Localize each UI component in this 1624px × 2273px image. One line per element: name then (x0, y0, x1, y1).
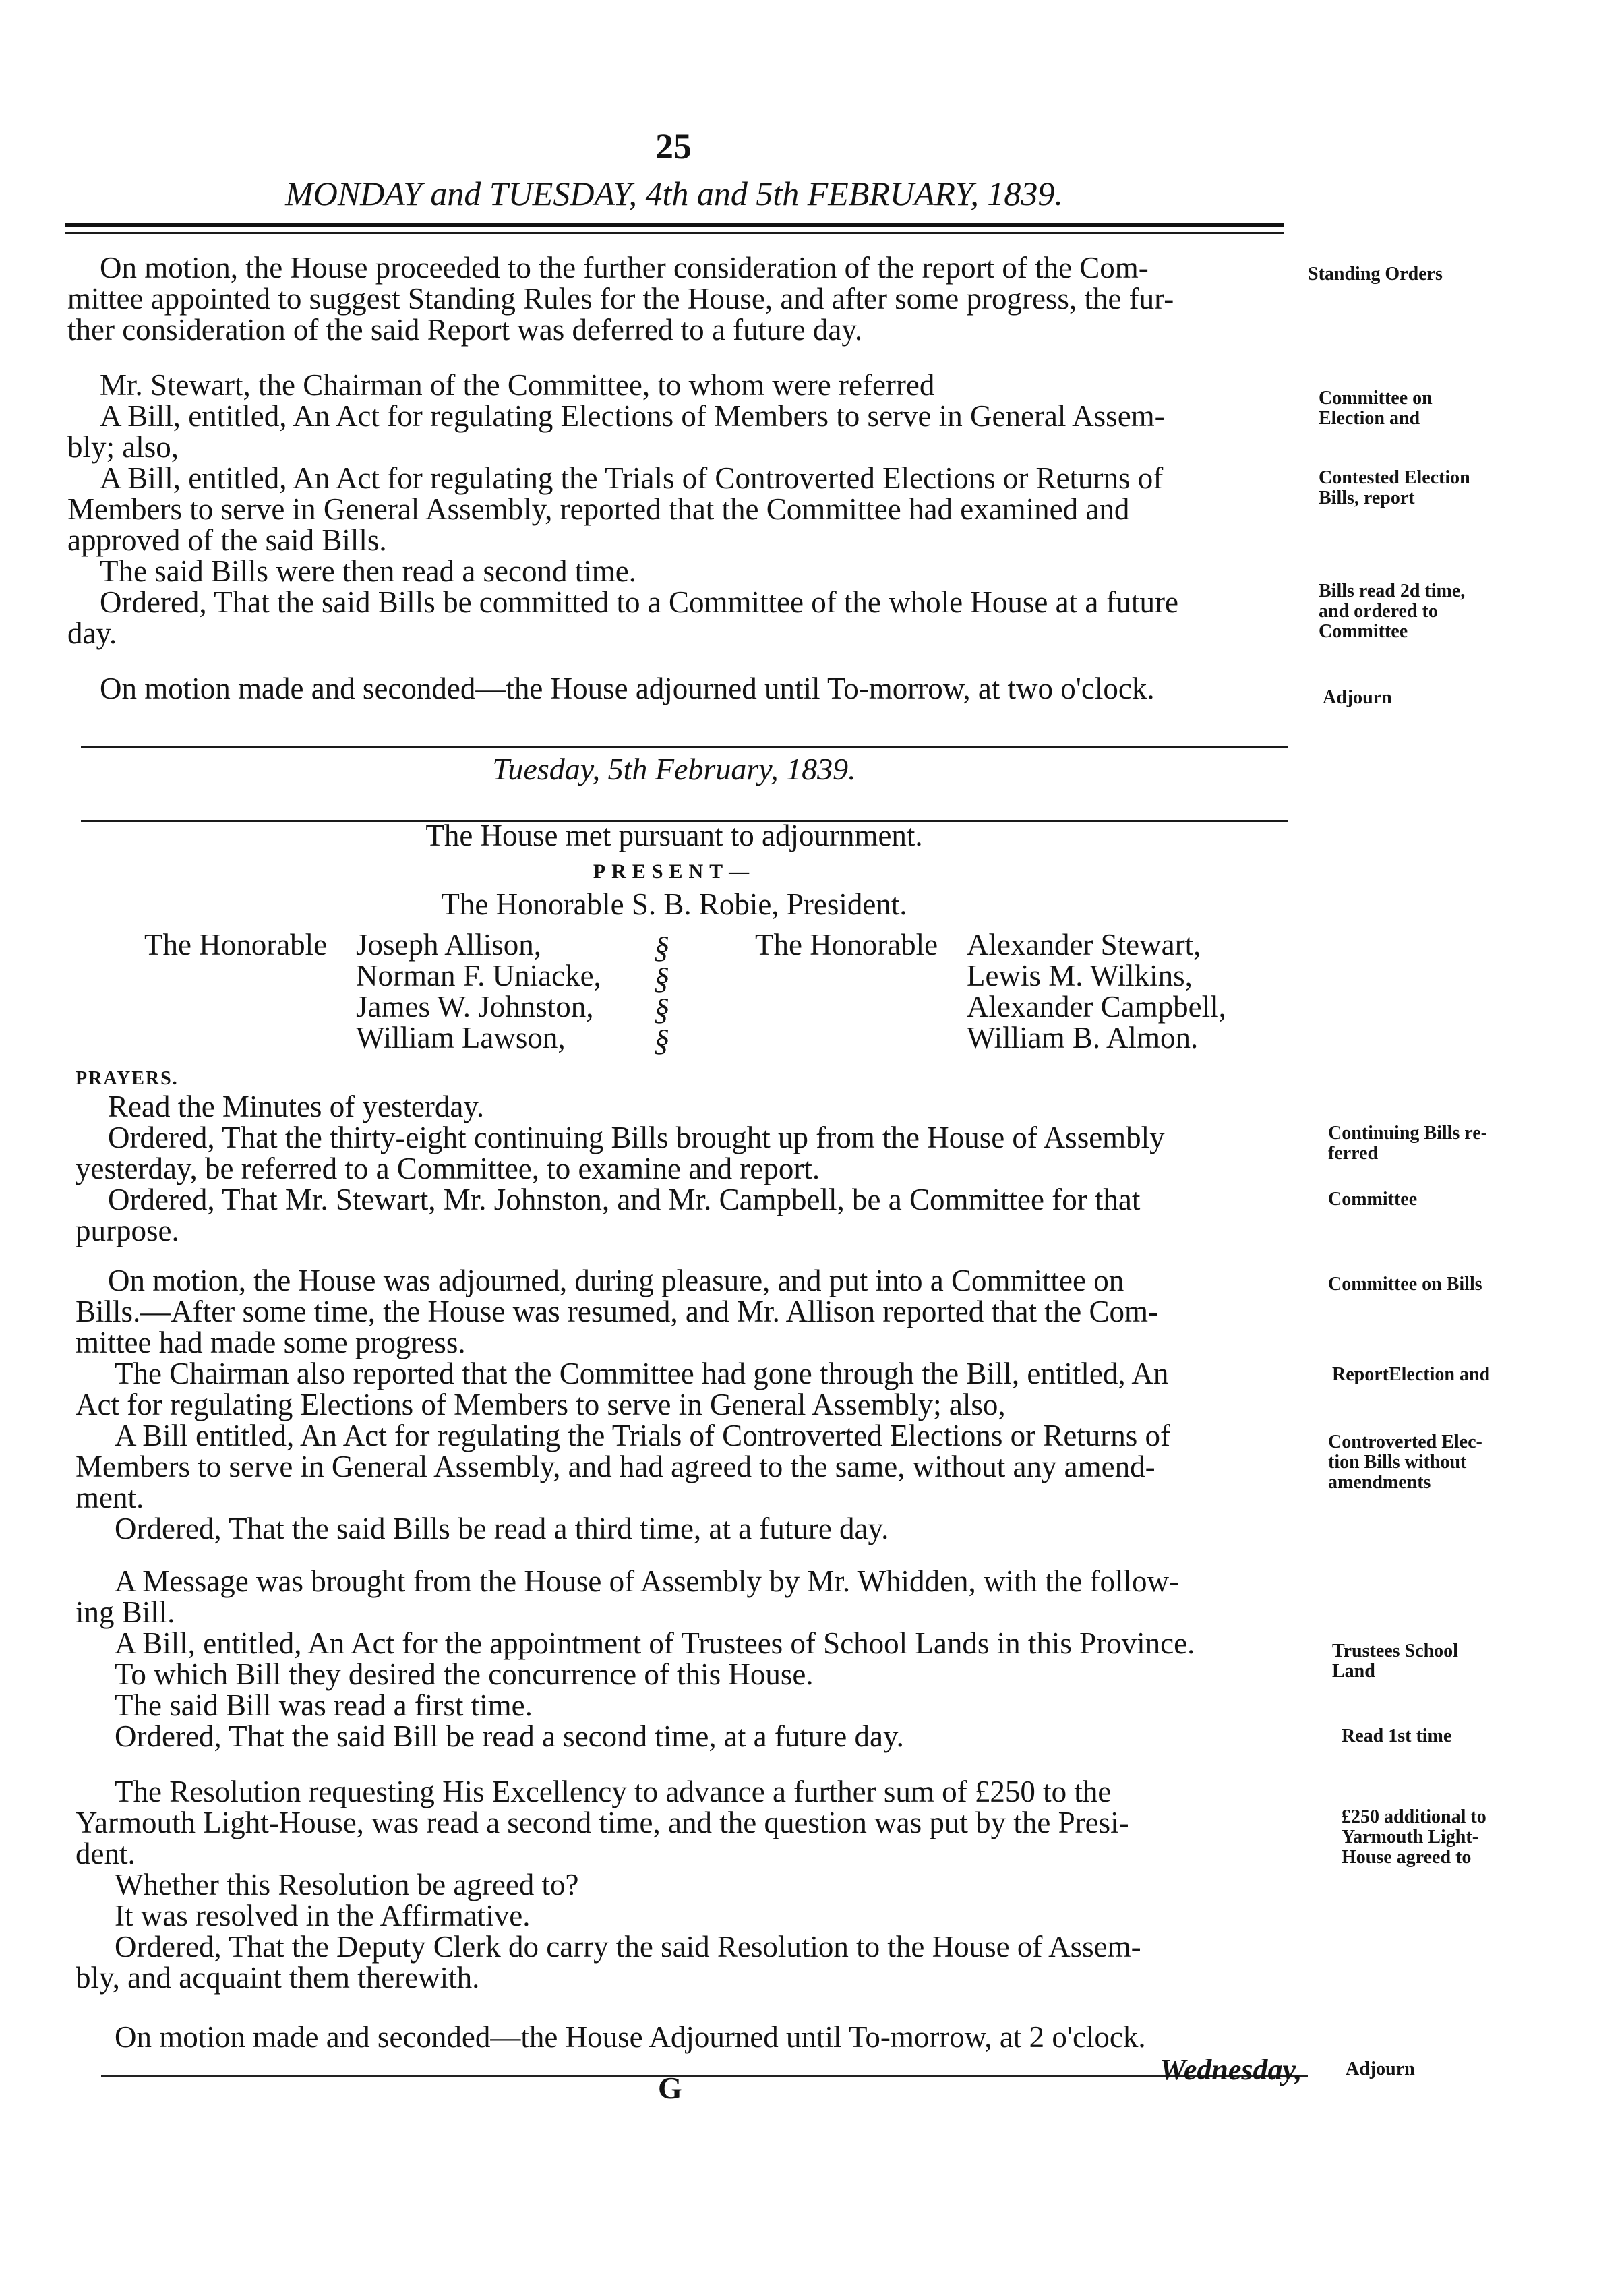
tuesday-line: Ordered, That the said Bills be read a third time, at a future day. (115, 1512, 889, 1545)
tuesday-line: bly, and acquaint them therewith. (76, 1961, 480, 1995)
tuesday-line: mittee had made some progress. (76, 1326, 466, 1359)
house-met: The House met pursuant to adjournment. (425, 819, 923, 852)
margin-note: Committee on (1319, 388, 1433, 409)
member-name: William B. Almon. (967, 1021, 1199, 1055)
signature-mark: G (658, 2071, 682, 2105)
header-rule-2 (65, 232, 1284, 234)
monday-line: A Bill, entitled, An Act for regulating the Trials of Controverted Elections or Returns of (100, 461, 1164, 495)
section-rule (81, 746, 1288, 748)
monday-line: Mr. Stewart, the Chairman of the Committee, to whom were referred (100, 368, 935, 402)
catchword: Wednesday, (1160, 2053, 1302, 2086)
margin-note: £250 additional to (1342, 1806, 1486, 1827)
margin-note: tion Bills without (1328, 1452, 1467, 1473)
margin-note: Trustees School (1332, 1641, 1458, 1661)
tuesday-line: The said Bill was read a first time. (115, 1688, 533, 1722)
member-name: Alexander Stewart, (967, 928, 1201, 962)
header-rule (65, 223, 1284, 227)
margin-note: amendments (1328, 1472, 1431, 1493)
monday-line: ther consideration of the said Report was deferred to a future day. (67, 313, 863, 347)
tuesday-line: Ordered, That the thirty-eight continuing Bills brought up from the House of Assembly (108, 1121, 1165, 1154)
tuesday-line: Bills.—After some time, the House was resumed, and Mr. Allison reported that the Com- (76, 1295, 1158, 1328)
monday-line: On motion made and seconded—the House adjourned until To-morrow, at two o'clock. (100, 672, 1155, 705)
margin-note: Adjourn (1346, 2059, 1415, 2079)
members-left-prefix: The Honorable (144, 928, 328, 962)
date-heading: MONDAY and TUESDAY, 4th and 5th FEBRUARY, 1839. (285, 175, 1063, 212)
member-name: James W. Johnston, (356, 990, 594, 1024)
tuesday-line: The Chairman also reported that the Committee had gone through the Bill, entitled, An (115, 1357, 1169, 1390)
tuesday-line: Members to serve in General Assembly, and had agreed to the same, without any amend- (76, 1450, 1155, 1483)
section-mark: § (654, 930, 669, 964)
tuesday-line: dent. (76, 1837, 136, 1870)
margin-note: Continuing Bills re- (1328, 1123, 1487, 1144)
margin-note: Election and (1319, 408, 1420, 429)
footer-rule (101, 2075, 1308, 2077)
section-mark: § (654, 992, 669, 1026)
monday-line: approved of the said Bills. (67, 523, 387, 557)
monday-line: bly; also, (67, 430, 179, 464)
tuesday-heading: Tuesday, 5th February, 1839. (492, 752, 856, 786)
tuesday-line: yesterday, be referred to a Committee, to examine and report. (76, 1152, 820, 1185)
margin-note: Standing Orders (1308, 264, 1443, 285)
tuesday-line: It was resolved in the Affirmative. (115, 1899, 531, 1932)
present-label: PRESENT— (593, 860, 756, 883)
margin-note: Committee (1328, 1189, 1418, 1210)
margin-note: ReportElection and (1332, 1364, 1491, 1385)
section-mark: § (654, 1023, 669, 1057)
tuesday-line: A Bill entitled, An Act for regulating the Trials of Controverted Elections or Returns of (115, 1419, 1171, 1452)
margin-note: Committee on Bills (1328, 1274, 1482, 1295)
member-name: Norman F. Uniacke, (356, 959, 601, 993)
monday-line: Members to serve in General Assembly, reported that the Committee had examined and (67, 492, 1130, 526)
section-mark: § (654, 961, 669, 995)
margin-note: Bills, report (1319, 488, 1415, 508)
margin-note: Read 1st time (1342, 1725, 1452, 1746)
tuesday-line: On motion made and seconded—the House Adjourned until To-morrow, at 2 o'clock. (115, 2020, 1146, 2054)
margin-note: Land (1332, 1661, 1375, 1682)
tuesday-line: Ordered, That Mr. Stewart, Mr. Johnston, and Mr. Campbell, be a Committee for that (108, 1183, 1141, 1216)
member-name: Joseph Allison, (356, 928, 542, 962)
margin-note: Committee (1319, 621, 1408, 642)
tuesday-line: Read the Minutes of yesterday. (108, 1090, 485, 1123)
tuesday-line: On motion, the House was adjourned, during pleasure, and put into a Committee on (108, 1264, 1124, 1297)
member-name: Lewis M. Wilkins, (967, 959, 1193, 993)
margin-note: and ordered to (1319, 601, 1438, 622)
tuesday-line: A Bill, entitled, An Act for the appointment of Trustees of School Lands in this Province. (115, 1626, 1195, 1660)
margin-note: Controverted Elec- (1328, 1431, 1482, 1452)
margin-note: Contested Election (1319, 467, 1470, 488)
tuesday-line: Yarmouth Light-House, was read a second time, and the question was put by the Presi- (76, 1806, 1129, 1839)
margin-note: Adjourn (1323, 687, 1392, 708)
page-number: 25 (655, 126, 692, 167)
monday-line: mittee appointed to suggest Standing Rules for the House, and after some progress, the fur- (67, 282, 1174, 316)
tuesday-line: purpose. (76, 1214, 179, 1247)
tuesday-line: Act for regulating Elections of Members to serve in General Assembly; also, (76, 1388, 1006, 1421)
president-line: The Honorable S. B. Robie, President. (441, 887, 907, 921)
tuesday-line: To which Bill they desired the concurrence of this House. (115, 1657, 814, 1691)
tuesday-line: Ordered, That the Deputy Clerk do carry the said Resolution to the House of Assem- (115, 1930, 1141, 1964)
monday-line: A Bill, entitled, An Act for regulating Elections of Members to serve in General Assem- (100, 399, 1165, 433)
member-name: Alexander Campbell, (967, 990, 1226, 1024)
tuesday-line: The Resolution requesting His Excellency to advance a further sum of £250 to the (115, 1775, 1112, 1808)
member-name: William Lawson, (356, 1021, 566, 1055)
monday-line: On motion, the House proceeded to the further consideration of the report of the Com- (100, 251, 1149, 285)
tuesday-line: Whether this Resolution be agreed to? (115, 1868, 579, 1901)
tuesday-line: ment. (76, 1481, 144, 1514)
monday-line: day. (67, 616, 117, 650)
tuesday-line: ing Bill. (76, 1595, 175, 1629)
tuesday-line: A Message was brought from the House of Assembly by Mr. Whidden, with the follow- (115, 1564, 1179, 1598)
margin-note: Bills read 2d time, (1319, 581, 1466, 601)
margin-note: House agreed to (1342, 1847, 1472, 1868)
members-right-prefix: The Honorable (755, 928, 938, 962)
monday-line: The said Bills were then read a second time. (100, 554, 636, 588)
prayers-label: PRAYERS. (76, 1068, 179, 1089)
monday-line: Ordered, That the said Bills be committed to a Committee of the whole House at a future (100, 585, 1179, 619)
margin-note: ferred (1328, 1143, 1379, 1164)
margin-note: Yarmouth Light- (1342, 1827, 1479, 1848)
tuesday-line: Ordered, That the said Bill be read a second time, at a future day. (115, 1719, 904, 1753)
